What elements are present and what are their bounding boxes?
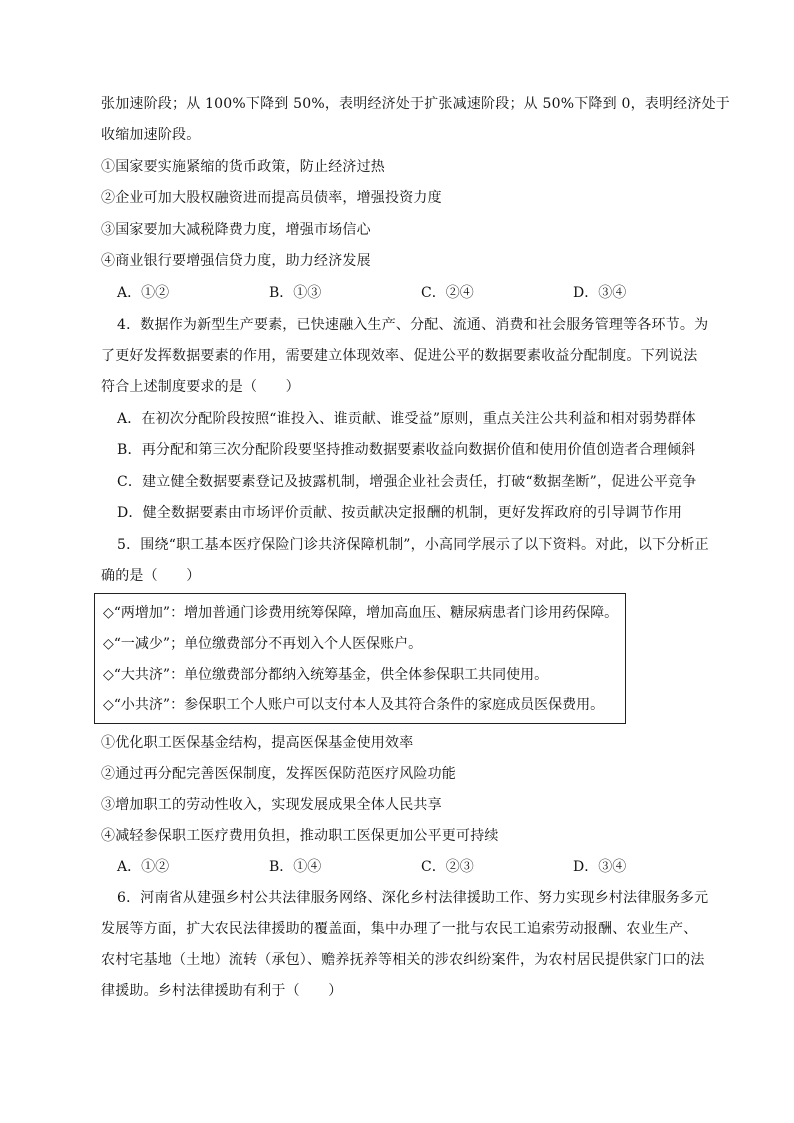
q4-option-d[interactable]: D．健全数据要素由市场评价贡献、按贡献决定报酬的机制，更好发挥政府的引导调节作用	[117, 505, 683, 521]
q5-stem-1: 5．围绕“职工基本医疗保险门诊共济保障机制”，小高同学展示了以下资料。对此，以下分析正	[117, 537, 709, 553]
q4-stem-3: 符合上述制度要求的是（ ）	[101, 379, 300, 395]
q4-option-c[interactable]: C．建立健全数据要素登记及披露机制，增强企业社会责任，打破“数据垄断”，促进公平竞争	[117, 474, 697, 490]
q3-option-c[interactable]: C．②④	[421, 285, 474, 301]
q3-statement-2: ②企业可加大股权融资进而提高员债率，增强投资力度	[101, 190, 442, 206]
q5-statement-4: ④减轻参保职工医疗费用负担，推动职工医保更加公平更可持续	[101, 828, 499, 844]
q6-stem-1: 6．河南省从建强乡村公共法律服务网络、深化乡村法律援助工作、努力实现乡村法律服务多元	[117, 890, 709, 906]
intro-line-2: 收缩加速阶段。	[101, 127, 201, 143]
q6-stem-3: 农村宅基地（土地）流转（承包）、赡养抚养等相关的涉农纠纷案件，为农村居民提供家门口的法	[101, 952, 705, 968]
q6-stem-4: 律援助。乡村法律援助有利于（ ）	[101, 983, 343, 999]
q4-option-a[interactable]: A．在初次分配阶段按照“谁投入、谁贡献、谁受益”原则，重点关注公共利益和相对弱势群体	[117, 411, 696, 427]
q5-statement-3: ③增加职工的劳动性收入，实现发展成果全体人民共享	[101, 797, 442, 813]
q5-box-line-3: ◇“大共济”：单位缴费部分都纳入统筹基金，供全体参保职工共同使用。	[103, 667, 549, 683]
intro-line-1: 张加速阶段；从 100%下降到 50%，表明经济处于扩张减速阶段；从 50%下降到 0，表明经济处于	[101, 96, 730, 112]
q5-material-box	[94, 593, 626, 724]
q5-statement-1: ①优化职工医保基金结构，提高医保基金使用效率	[101, 735, 414, 751]
q3-option-a[interactable]: A．①②	[117, 285, 170, 301]
q5-options	[117, 857, 725, 877]
q3-options	[117, 283, 725, 303]
q4-stem-1: 4．数据作为新型生产要素，已快速融入生产、分配、流通、消费和社会服务管理等各环节。为	[117, 317, 709, 333]
q5-box-line-1: ◇“两增加”：增加普通门诊费用统筹保障，增加高血压、糖尿病患者门诊用药保障。	[103, 605, 619, 621]
q3-option-d[interactable]: D．③④	[573, 285, 627, 301]
q5-option-b[interactable]: B．①④	[269, 859, 322, 875]
q4-option-b[interactable]: B．再分配和第三次分配阶段要坚持推动数据要素收益向数据价值和使用价值创造者合理倾斜	[117, 442, 696, 458]
q3-statement-3: ③国家要加大减税降费力度，增强市场信心	[101, 222, 371, 238]
q5-option-a[interactable]: A．①②	[117, 859, 170, 875]
q5-box-line-2: ◇“一减少”；单位缴费部分不再划入个人医保账户。	[103, 636, 423, 652]
q5-stem-2: 确的是（ ）	[101, 568, 201, 584]
q3-statement-4: ④商业银行要增强信贷力度，助力经济发展	[101, 253, 371, 269]
q5-statement-2: ②通过再分配完善医保制度，发挥医保防范医疗风险功能	[101, 766, 456, 782]
q5-option-c[interactable]: C．②③	[421, 859, 474, 875]
q3-statement-1: ①国家要实施紧缩的货币政策，防止经济过热	[101, 159, 385, 175]
q5-box-line-4: ◇“小共济”：参保职工个人账户可以支付本人及其符合条件的家庭成员医保费用。	[103, 697, 605, 713]
q5-option-d[interactable]: D．③④	[573, 859, 627, 875]
q3-option-b[interactable]: B．①③	[269, 285, 322, 301]
q6-stem-2: 发展等方面，扩大农民法律援助的覆盖面，集中办理了一批与农民工追索劳动报酬、农业生产、	[101, 921, 698, 937]
q4-stem-2: 了更好发挥数据要素的作用，需要建立体现效率、促进公平的数据要素收益分配制度。下列说法	[101, 348, 698, 364]
